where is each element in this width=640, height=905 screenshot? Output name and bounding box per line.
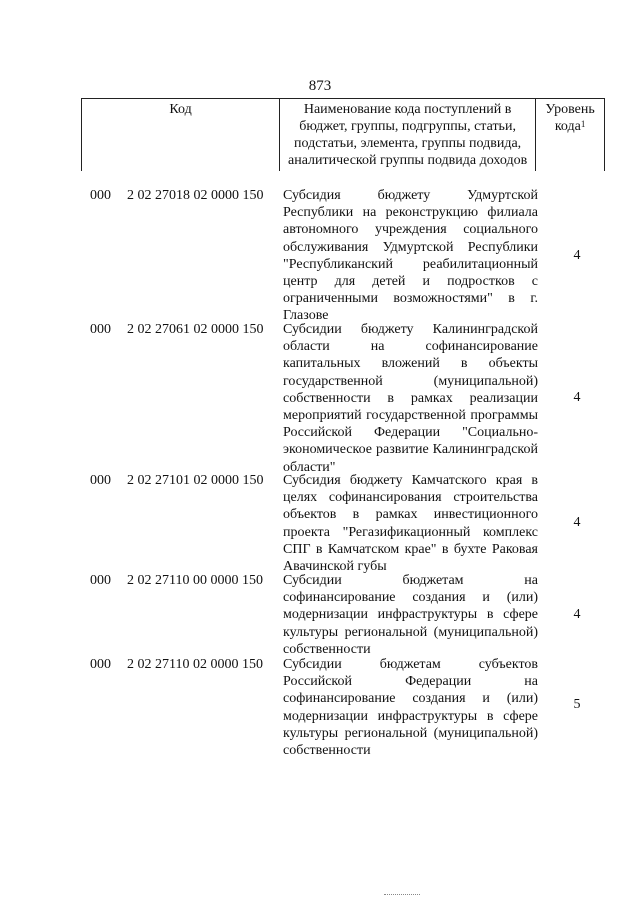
row-prefix: 000 — [90, 322, 111, 337]
scan-artifact-mark — [384, 894, 420, 895]
row-code: 2 02 27110 02 0000 150 — [127, 657, 263, 672]
row-level: 4 — [573, 390, 581, 405]
column-header-code: Код — [82, 99, 280, 172]
row-code: 2 02 27101 02 0000 150 — [127, 473, 264, 488]
page-number: 873 — [308, 78, 332, 94]
footnote-marker: 1 — [580, 119, 586, 129]
row-name: Субсидии бюджетам на софинансирование создания и (или) модернизации инфраструктуры в сфере культуры региональной (муниципальной) собственности — [283, 573, 538, 657]
row-name: Субсидии бюджету Калининградской области на софинансирование капитальных вложений в объекты государственной (муниципальной) собственности в рамках реализации мероприятий государственной программы Российской Федерации "Социально-экономическое развитие Калининградской области" — [283, 322, 538, 475]
row-prefix: 000 — [90, 573, 111, 588]
column-header-level-label: Уровень кода — [545, 102, 595, 134]
column-header-level — [536, 99, 605, 172]
row-level: 5 — [573, 697, 581, 712]
table-header — [81, 98, 605, 171]
row-level: 4 — [573, 248, 581, 263]
row-prefix: 000 — [90, 657, 111, 672]
row-code: 2 02 27018 02 0000 150 — [127, 188, 264, 203]
row-code: 2 02 27061 02 0000 150 — [127, 322, 264, 337]
row-name: Субсидии бюджетам субъектов Российской Федерации на софинансирование создания и (или) модернизации инфраструктуры в сфере культуры региональной (муниципальной) собственности — [283, 657, 538, 759]
row-prefix: 000 — [90, 188, 111, 203]
row-code: 2 02 27110 00 0000 150 — [127, 573, 263, 588]
row-name: Субсидия бюджету Камчатского края в целях софинансирования строительства объектов в рамках инвестиционного проекта "Регазификационный комплекс СПГ в Камчатском крае" в бухте Раковая Авачинской губы — [283, 473, 538, 575]
row-prefix: 000 — [90, 473, 111, 488]
row-level: 4 — [573, 607, 581, 622]
row-level: 4 — [573, 515, 581, 530]
column-header-name: Наименование кода поступлений в бюджет, группы, подгруппы, статьи, подстатьи, элемента, группы подвида, аналитической группы подвида доходов — [280, 99, 536, 172]
row-name: Субсидия бюджету Удмуртской Республики на реконструкцию филиала автономного учреждения социального обслуживания Удмуртской Республики "Республиканский реабилитационный центр для детей и подростков с ограниченными возможностями" в г. Глазове — [283, 188, 538, 324]
